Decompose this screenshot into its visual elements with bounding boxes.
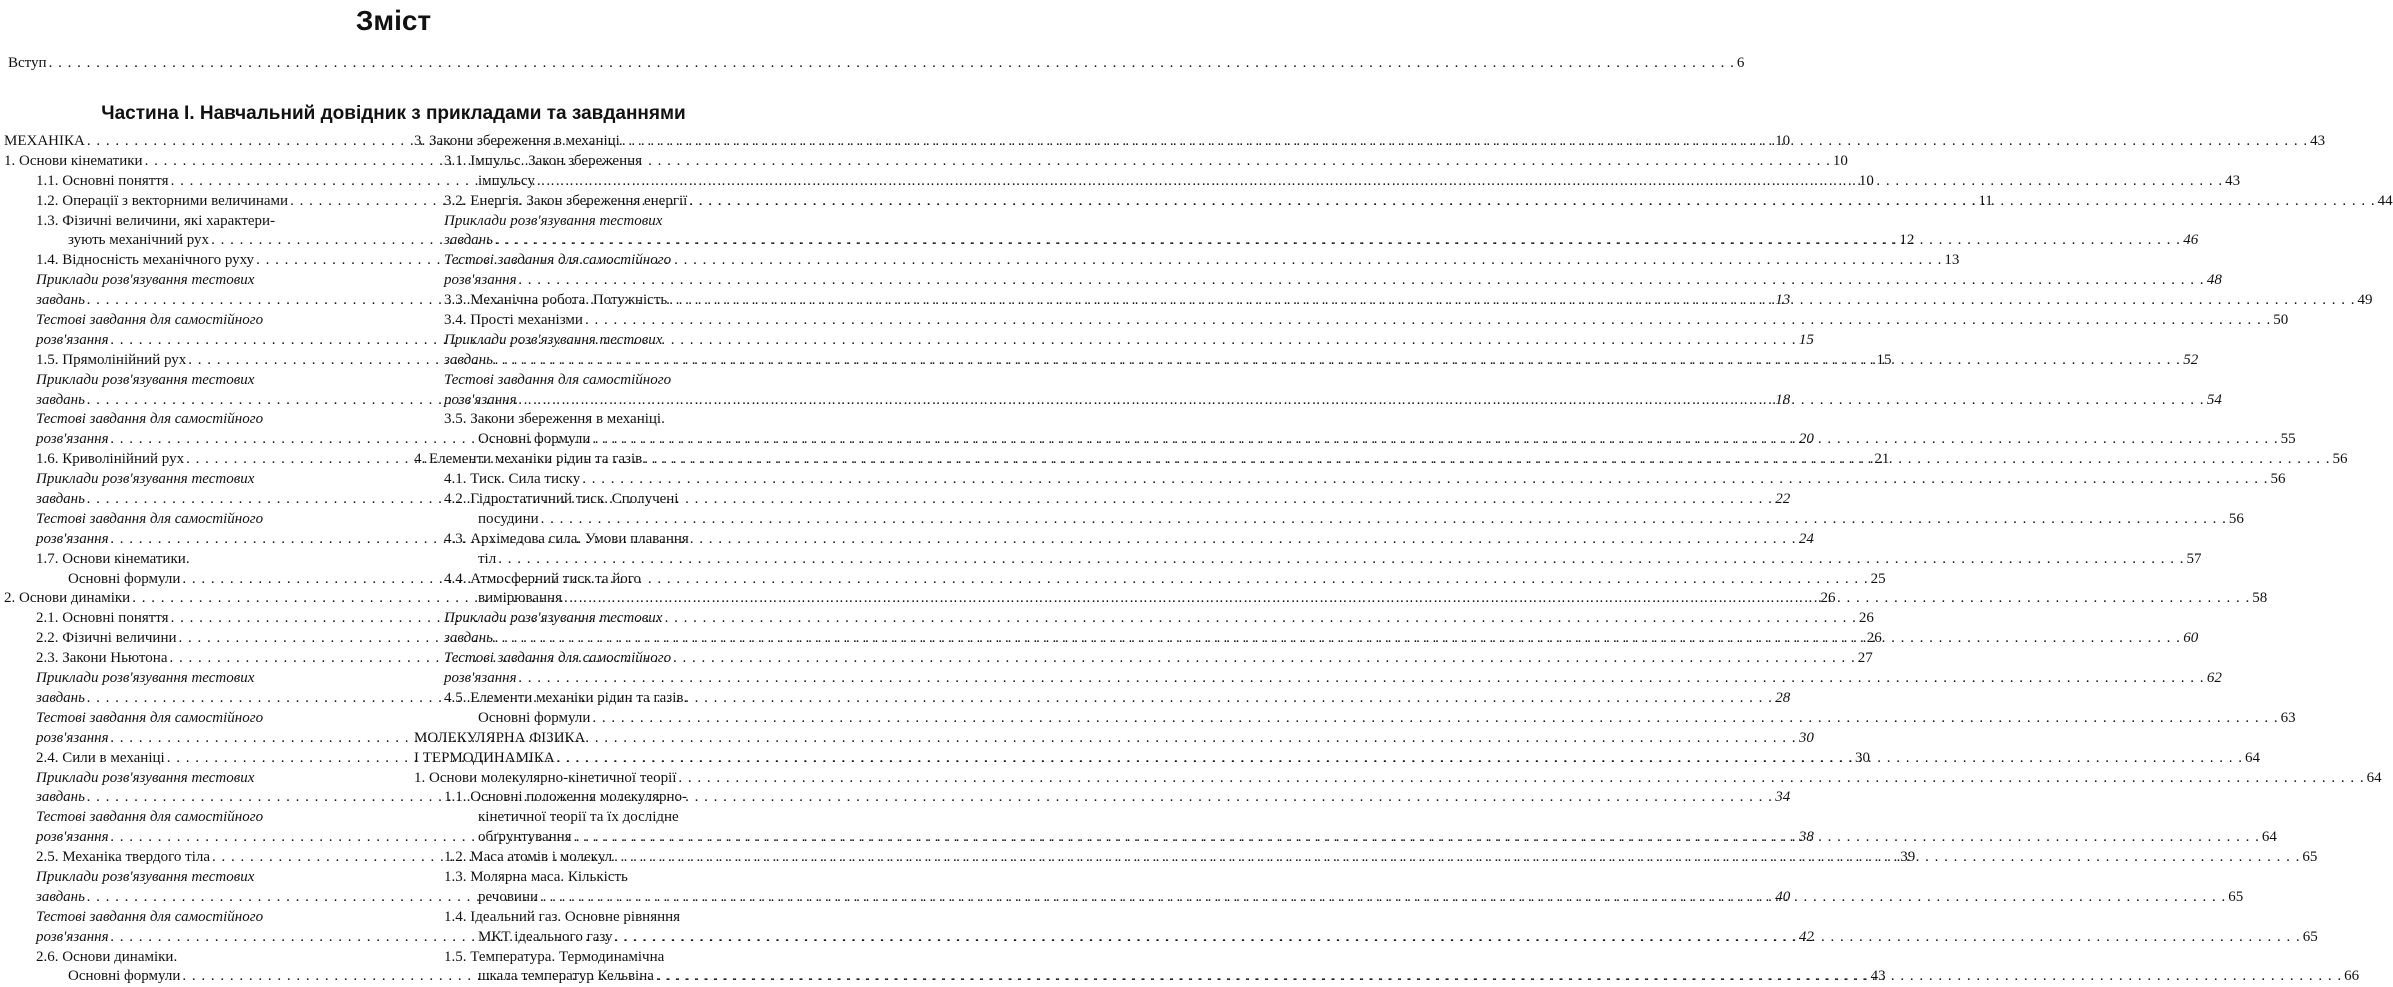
toc-entry-text: 3.1. Імпульс. Закон збереження <box>444 152 643 169</box>
toc-entry-line <box>414 251 784 271</box>
toc-entry-page: 30 <box>1854 749 1870 766</box>
toc-entry-line <box>4 808 378 828</box>
part-title: Частина І. Навчальний довідник з прикладами та завданнями <box>101 103 686 124</box>
toc-entry-text: 1.7. Основи кінематики. <box>36 550 190 567</box>
toc-entry-text: Основні формули <box>478 431 591 448</box>
toc-entry-page: 28 <box>1775 689 1791 706</box>
toc-entry-page: 64 <box>2366 769 2382 786</box>
toc-entry-line <box>414 371 784 391</box>
toc-entry-page: 58 <box>2252 590 2268 607</box>
toc-entry-text: зують механічний рух <box>68 232 210 249</box>
toc-entry-page: 50 <box>2273 312 2289 329</box>
toc-entry-text: Тестові завдання для самостійного <box>36 709 264 726</box>
toc-entry[interactable] <box>414 709 2296 729</box>
toc-entry-text: Приклади розв'язування тестових <box>36 670 255 687</box>
toc-entry-text: 4.3. Архімедова сила. Умови плавання <box>444 530 689 547</box>
toc-entry-text: 2.5. Механіка твердого тіла <box>36 849 211 866</box>
dot-leader <box>615 928 2301 948</box>
toc-entry-line <box>4 868 378 888</box>
toc-entry-page: 64 <box>2245 749 2260 766</box>
toc-entry-page: 12 <box>1899 232 1915 249</box>
toc-entry-text: 2. Основи динаміки <box>4 590 131 607</box>
toc-entry-text: завдань <box>36 491 85 508</box>
toc-entry[interactable] <box>414 769 2382 789</box>
toc-entry-text: завдань <box>36 789 85 806</box>
toc-entry-text: Приклади розв'язування тестових <box>36 272 255 289</box>
toc-entry-text: 3.4. Прості механізми <box>444 312 583 329</box>
dot-leader <box>145 152 1831 172</box>
toc-entry-text: імпульсу <box>478 172 535 189</box>
dot-leader <box>111 331 1797 351</box>
toc-entry-text: розв'язання <box>36 530 109 547</box>
toc-entry-line <box>4 510 378 530</box>
toc-entry-text: 3.5. Закони збереження в механіці. <box>444 411 665 428</box>
toc-entry-page: 27 <box>1857 650 1873 667</box>
toc-entry-line <box>4 948 378 968</box>
toc-entry-text: Основні формули <box>68 570 181 587</box>
toc-entry-text: 1.5. Прямолінійний рух <box>36 351 187 368</box>
dot-leader <box>669 291 2355 311</box>
toc-entry-line <box>4 371 378 391</box>
toc-entry-line <box>414 948 784 968</box>
toc-entry-text: розв'язання <box>36 829 109 846</box>
toc-entry-text: 1.3. Фізичні величини, які характери- <box>36 212 276 229</box>
toc-entry-page: 13 <box>1775 292 1791 309</box>
toc-entry-page: 10 <box>1832 152 1848 169</box>
toc-entry-page: 56 <box>2332 451 2348 468</box>
dot-leader <box>689 192 2375 212</box>
toc-entry-page: 10 <box>1775 133 1791 149</box>
toc-entry-line <box>414 490 784 510</box>
toc-entry-text: 3.3. Механічна робота. Потужність <box>444 292 668 309</box>
toc-entry-text: 2.3. Закони Ньютона <box>36 650 168 667</box>
toc-entry-line <box>414 788 784 808</box>
toc-entry-page: 43 <box>1870 968 1886 985</box>
toc-entry-page: 25 <box>1870 570 1886 587</box>
dot-leader <box>49 53 1735 73</box>
toc-entry-page: 40 <box>1775 888 1791 905</box>
dot-leader <box>519 391 2205 411</box>
toc-entry-page: 30 <box>1798 729 1814 746</box>
toc-entry-text: 1. Основи кінематики <box>4 152 143 169</box>
dot-leader <box>582 470 2268 490</box>
toc-entry-text: завдань <box>444 630 493 647</box>
toc-entry-line <box>414 331 784 351</box>
dot-leader <box>585 311 2271 331</box>
toc-entry-page: 22 <box>1775 491 1791 508</box>
dot-leader <box>498 550 2184 570</box>
toc-entry-text: Приклади розв'язування тестових <box>444 610 663 627</box>
toc-entry-text: 4.4. Атмосферний тиск та його <box>444 570 642 587</box>
dot-leader <box>87 490 1773 510</box>
toc-entry-line <box>414 530 784 550</box>
toc-entry-text: МЕХАНІКА <box>4 133 85 149</box>
toc-entry-text: Тестові завдання для самостійного <box>36 312 264 329</box>
toc-entry-text: завдань <box>36 391 85 408</box>
toc-entry-text: Тестові завдання для самостійного <box>36 411 264 428</box>
toc-entry-text: 1.4. Відносність механічного руху <box>36 252 255 269</box>
toc-entry-page: 43 <box>2225 172 2241 189</box>
toc-entry-text: розв'язання <box>36 928 109 945</box>
toc-entry-text: тіл <box>478 550 497 567</box>
toc-entry-text: завдань <box>36 292 85 309</box>
toc-entry-text: 1.3. Молярна маса. Кількість <box>444 868 628 885</box>
toc-entry[interactable] <box>414 550 2202 570</box>
toc-entry-text: 1.5. Температура. Термодинамічна <box>444 948 665 965</box>
dot-leader <box>614 848 2300 868</box>
toc-entry-text: 1.4. Ідеальний газ. Основне рівняння <box>444 908 681 925</box>
toc-entry-page: 62 <box>2206 670 2222 687</box>
toc-entry-line <box>414 152 784 172</box>
toc-entry-text: завдань <box>36 689 85 706</box>
toc-entry-text: Тестові завдання для самостійного <box>444 252 672 269</box>
dot-leader <box>557 749 2243 769</box>
toc-entry-line <box>4 212 378 232</box>
toc-entry-page: 55 <box>2280 431 2296 448</box>
toc-entry-text: Основні формули <box>68 968 181 985</box>
toc-entry[interactable] <box>414 311 2289 331</box>
dot-leader <box>644 450 2330 470</box>
toc-entry-text: Тестові завдання для самостійного <box>36 510 264 527</box>
toc-entry-text: 1.2. Маса атомів і молекул <box>444 849 613 866</box>
toc-entry-line <box>414 908 784 928</box>
toc-entry[interactable] <box>414 470 2286 490</box>
toc-entry-page: 60 <box>2183 630 2199 647</box>
toc-entry-page: 20 <box>1798 431 1814 448</box>
toc-entry-page: 64 <box>2261 829 2277 846</box>
toc-entry-page: 49 <box>2357 292 2373 309</box>
toc-entry-page: 21 <box>1874 451 1890 468</box>
toc-entry-text: 1.1. Основні поняття <box>36 172 169 189</box>
dot-leader <box>87 788 1773 808</box>
toc-entry-text: МОЛЕКУЛЯРНА ФІЗИКА <box>414 729 586 746</box>
toc-entry-intro[interactable] <box>8 53 1745 73</box>
dot-leader <box>592 430 2278 450</box>
toc-entry-line <box>4 669 378 689</box>
toc-entry-line <box>4 769 378 789</box>
toc-entry-line <box>4 271 378 291</box>
dot-leader <box>519 271 2205 291</box>
toc-entry-page: 65 <box>2228 888 2244 905</box>
toc-entry-page: 43 <box>2310 133 2326 149</box>
toc-entry-line <box>4 908 378 928</box>
toc-entry-line <box>4 470 378 490</box>
toc-entry-text: 4. Елементи механіки рідин та газів <box>414 451 643 468</box>
toc-entry-page: 10 <box>1858 172 1874 189</box>
toc-entry-page: 66 <box>2344 968 2360 985</box>
toc-entry-page: 34 <box>1775 789 1791 806</box>
toc-entry-text: Приклади розв'язування тестових <box>444 212 663 229</box>
toc-entry-page: 63 <box>2280 709 2296 726</box>
toc-entry-text: розв'язання <box>36 729 109 746</box>
toc-entry[interactable] <box>414 669 2222 689</box>
dot-leader <box>678 769 2364 789</box>
toc-entry-text: 1. Основи молекулярно-кінетичної теорії <box>414 769 677 786</box>
toc-entry-page: 39 <box>1900 849 1916 866</box>
toc-entry-page: 57 <box>2186 550 2202 567</box>
dot-leader <box>622 132 2308 152</box>
toc-entry-text: обґрунтування <box>478 829 572 846</box>
toc-entry-text: Тестові завдання для самостійного <box>444 650 672 667</box>
toc-entry-page: 54 <box>2206 391 2222 408</box>
toc-entry-page: 56 <box>2270 471 2286 488</box>
dot-leader <box>495 351 2181 371</box>
toc-entry-text: 2.4. Сили в механіці <box>36 749 165 766</box>
dot-leader <box>541 510 2227 530</box>
toc-entry-line <box>414 212 784 232</box>
toc-entry-page: 26 <box>1866 630 1882 647</box>
page-title: Зміст <box>355 5 432 36</box>
toc-entry-page: 38 <box>1798 829 1814 846</box>
toc-entry-page: 26 <box>1820 590 1836 607</box>
toc-entry-text: І ТЕРМОДИНАМІКА <box>414 749 555 766</box>
dot-leader <box>111 530 1797 550</box>
toc-entry-text: розв'язання <box>444 272 517 289</box>
toc-entry-line <box>414 729 784 749</box>
dot-leader <box>574 828 2260 848</box>
toc-entry-text: 3.2. Енергія. Закон збереження енергії <box>444 192 688 209</box>
toc-entry-line <box>414 808 784 828</box>
toc-entry-page: 15 <box>1876 351 1892 368</box>
dot-leader <box>592 709 2278 729</box>
toc-entry-line <box>4 550 378 570</box>
toc-entry-line <box>414 689 784 709</box>
dot-leader <box>656 967 2342 987</box>
toc-entry-page: 52 <box>2183 351 2199 368</box>
toc-entry-text: посудини <box>478 510 539 527</box>
toc-entry-line <box>4 410 378 430</box>
toc-entry-text: шкала температур Кельвіна <box>478 968 654 985</box>
toc-entry-text: 1.1. Основні положення молекулярно- <box>444 789 688 806</box>
toc-entry-text: 1.2. Операції з векторними величинами <box>36 192 289 209</box>
toc-entry-text: 4.2. Гідростатичний тиск. Сполучені <box>444 491 679 508</box>
dot-leader <box>495 629 2181 649</box>
toc-entry-line <box>414 609 784 629</box>
toc-entry-text: розв'язання <box>36 431 109 448</box>
toc-entry-page: 65 <box>2302 849 2318 866</box>
toc-entry-text: розв'язання <box>444 670 517 687</box>
toc-entry[interactable] <box>414 271 2222 291</box>
toc-entry-page: 24 <box>1798 530 1814 547</box>
dot-leader <box>111 729 1797 749</box>
dot-leader <box>540 888 2226 908</box>
toc-entry-text: 2.1. Основні поняття <box>36 610 169 627</box>
toc-entry-text: речовини <box>478 888 538 905</box>
toc-entry-text: Основні формули <box>478 709 591 726</box>
toc-entry-text: Приклади розв'язування тестових <box>36 471 255 488</box>
dot-leader <box>537 172 2223 192</box>
toc-entry-text: розв'язання <box>444 391 517 408</box>
toc-entry-text: МКТ ідеального газу <box>478 928 613 945</box>
toc-entry-page: 11 <box>1978 192 1993 209</box>
toc-entry-text: вимірювання <box>478 590 562 607</box>
toc-entry-text: завдань <box>444 351 493 368</box>
toc-entry-text: 4.1. Тиск. Сила тиску <box>444 471 581 488</box>
toc-entry-page: 56 <box>2228 510 2244 527</box>
toc-entry-page: 44 <box>2377 192 2393 209</box>
toc-entry-page: 26 <box>1858 610 1874 627</box>
toc-entry-text: кінетичної теорії та їх дослідне <box>478 809 679 826</box>
toc-entry-text: 2.6. Основи динаміки. <box>36 948 178 965</box>
toc-entry-page: 65 <box>2302 928 2318 945</box>
toc-entry-page: 15 <box>1798 331 1814 348</box>
toc-entry-line <box>4 709 378 729</box>
toc-entry-line <box>414 410 784 430</box>
toc-entry-text: 3. Закони збереження в механіці <box>414 133 620 149</box>
toc-entry-line <box>414 570 784 590</box>
toc-entry-text: Приклади розв'язування тестових <box>444 331 663 348</box>
toc-entry-text: Тестові завдання для самостійного <box>36 908 264 925</box>
toc-entry-text: завдань <box>36 888 85 905</box>
toc-entry-page: 48 <box>2206 272 2222 289</box>
toc-entry-page: 6 <box>1736 55 1745 71</box>
toc-entry-page: 42 <box>1798 928 1814 945</box>
toc-entry-text: Тестові завдання для самостійного <box>36 809 264 826</box>
toc-entry-text: Приклади розв'язування тестових <box>36 371 255 388</box>
toc-entry-page: 13 <box>1944 252 1960 269</box>
toc-entry[interactable] <box>414 510 2244 530</box>
toc-entry-page: 18 <box>1775 391 1791 408</box>
toc-entry-text: 4.5. Елементи механіки рідин та газів. <box>444 689 688 706</box>
dot-leader <box>87 689 1773 709</box>
toc-entry-text: розв'язання <box>36 331 109 348</box>
toc-entry-text: Тестові завдання для самостійного <box>444 371 672 388</box>
toc-entry-line <box>4 311 378 331</box>
toc-entry-line <box>414 868 784 888</box>
dot-leader <box>495 231 2181 251</box>
toc-entry-text: 2.2. Фізичні величини <box>36 630 177 647</box>
dot-leader <box>564 589 2250 609</box>
toc-entry-text: завдань <box>444 232 493 249</box>
toc-entry-text: 1.6. Криволінійний рух <box>36 451 185 468</box>
dot-leader <box>519 669 2205 689</box>
toc-entry-text: Приклади розв'язування тестових <box>36 769 255 786</box>
toc-entry-line <box>414 649 784 669</box>
toc-entry-text: Вступ <box>8 55 47 71</box>
toc-entry-page: 46 <box>2183 232 2199 249</box>
toc-entry-text: Приклади розв'язування тестових <box>36 868 255 885</box>
